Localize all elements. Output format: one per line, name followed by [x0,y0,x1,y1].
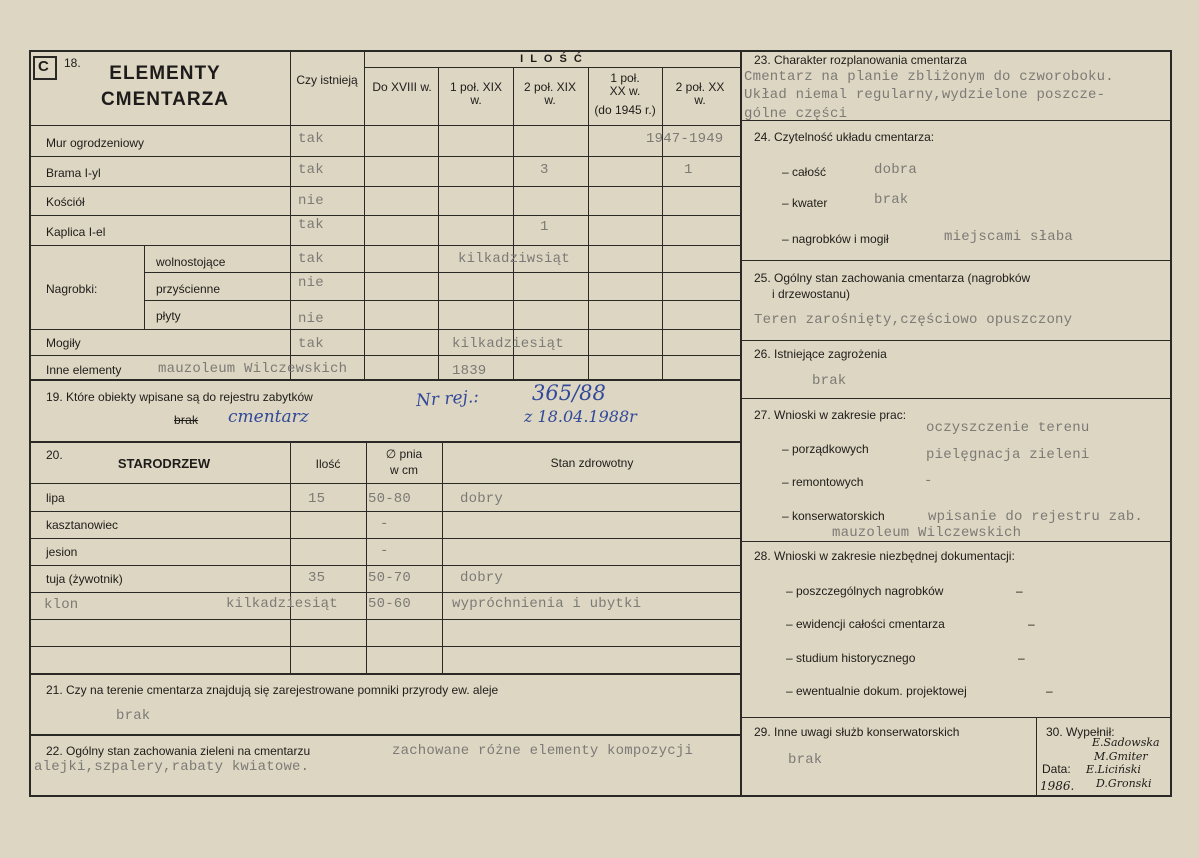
sec24-label: 24. Czytelność układu cmentarza: [754,130,935,144]
sec20-col-stan: Stan zdrowotny [550,456,634,470]
sec19-bottom [31,441,740,443]
sec20-title: STARODRZEW [117,456,211,471]
sec22-value-1: zachowane różne elementy kompozycji [392,743,694,759]
sec24-nagrob-value: miejscami słaba [944,229,1074,245]
frame-left-right [740,50,742,796]
tree-name: klon [44,597,79,613]
frame-right-bottom [740,795,1172,797]
sec19-hand-reg: Nr rej.: [415,386,480,412]
sec28-item: – studium historycznego [786,651,916,665]
sec27-konserw: – konserwatorskich [782,509,885,523]
brama-exists: tak [298,162,324,178]
kaplica-2pol-xix: 1 [540,219,549,235]
row-plyty: płyty [156,309,181,323]
grid-h [31,619,740,620]
sec23-line-2: Układ niemal regularny,wydzielone poszcze- [744,87,1106,103]
mogily-qty: kilkadziesiąt [452,336,564,352]
col-xviii-header: Do XVIII w. [372,80,432,94]
grid-v [438,68,439,380]
grid-h [144,300,740,301]
tree-name: kasztanowiec [46,518,119,532]
sec28-bottom [742,717,1171,718]
row-mur: Mur ogrodzeniowy [46,136,145,150]
mogily-exists: tak [298,336,324,352]
sec28-item: – poszczególnych nagrobków [786,584,944,598]
sec19-hand-date: z 18.04.1988r [524,407,637,426]
grid-h [144,272,740,273]
section-18-title-1: ELEMENTY [109,63,221,84]
sec30-signature-3: E.Liciński [1086,763,1141,776]
sec28-dash: – [1018,651,1025,665]
sec24-bottom [742,260,1171,261]
row-przyscienne: przyścienne [156,282,221,296]
sec27-konserw-value-1: wpisanie do rejestru zab. [928,509,1144,525]
tree-diam: 50-70 [368,570,412,586]
sec27-porz-value: oczyszczenie terenu [926,420,1090,436]
sec26-label: 26. Istniejące zagrożenia [754,347,887,361]
tree-diam: 50-60 [368,596,412,612]
sec25-label-1: 25. Ogólny stan zachowania cmentarza (nagrobków [754,271,1031,285]
sec26-bottom [742,398,1171,399]
col-1pol-xix-header: 1 poł. XIX w. [449,80,503,108]
section-18-number: 18. [64,56,81,70]
col-exists-header: Czy istnieją [296,73,358,87]
tree-qty: 35 [308,570,326,586]
sec25-value: Teren zarośnięty,częściowo opuszczony [754,312,1073,328]
section-letter: C [38,58,49,75]
sec27-label: 27. Wnioski w zakresie prac: [754,408,907,422]
sec24-nagrob: – nagrobków i mogił [782,232,889,246]
sec22-label: 22. Ogólny stan zachowania zieleni na cmentarzu [46,744,311,758]
row-brama: Brama I-yl [46,166,101,180]
sec30-signature-2: M.Gmiter [1094,750,1148,763]
row-kaplica: Kaplica I-el [46,225,106,239]
grid-h [31,215,740,216]
sec28-dash: – [1028,617,1035,631]
tree-diam: - [380,516,389,532]
grid-v [513,68,514,380]
tree-name: lipa [46,491,65,505]
frame-left-top [29,50,740,52]
tree-name: jesion [46,545,78,559]
col-2pol-xix-header: 2 poł. XIX w. [523,80,577,108]
sec29-divider [1036,718,1037,796]
brama-2pol-xx: 1 [684,162,693,178]
sec30-signature-1: E.Sadowska [1092,736,1160,749]
przysc-exists: nie [298,275,324,291]
tree-state: wypróchnienia i ubytki [452,596,642,612]
sec28-item: – ewidencji całości cmentarza [786,617,945,631]
sec25-bottom [742,340,1171,341]
col-1pol-xx-header: 1 poł. XX w. [609,71,641,99]
sec20-bottom [31,673,740,675]
grid-h [31,186,740,187]
sec28-label: 28. Wnioski w zakresie niezbędnej dokumentacji: [754,549,1015,563]
frame-right-right [1170,50,1172,796]
grid-h [31,483,740,484]
sec30-label-data: Data: [1042,762,1071,776]
sec24-calosc: – całość [782,165,827,179]
sec27-porz-value-2: pielęgnacja zieleni [926,447,1090,463]
sec28-dash: – [1016,584,1023,598]
grid-v [290,52,291,380]
sec19-hand-item: cmentarz [228,407,309,427]
plyty-exists: nie [298,311,324,327]
row-inne: Inne elementy [46,363,122,377]
tree-diam: 50-80 [368,491,412,507]
mur-dates: 1947-1949 [646,131,724,147]
sec18-bottom [31,379,740,381]
grid-v [290,443,291,674]
sec23-line-3: gólne części [744,106,848,122]
frame-right-top [740,50,1172,52]
section-18-title-2: CMENTARZA [101,89,229,110]
sec19-label: 19. Które obiekty wpisane są do rejestru zabytków [46,390,313,404]
sec29-label: 29. Inne uwagi służb konserwatorskich [754,725,960,739]
grid-h [31,646,740,647]
col-2pol-xx-header: 2 poł. XX w. [675,80,725,108]
row-mogily: Mogiły [46,336,81,350]
grid-h [31,125,740,126]
mur-exists: tak [298,131,324,147]
frame-left-left [29,50,31,796]
sec27-remont-value: - [924,473,933,489]
grid-h [31,245,740,246]
sec27-porz: – porządkowych [782,442,869,456]
kaplica-exists: tak [298,217,324,233]
sec30-year: 1986. [1040,779,1075,793]
sec24-kwater-value: brak [874,192,909,208]
sec23-label: 23. Charakter rozplanowania cmentarza [754,53,967,67]
grid-v [366,443,367,674]
tree-state: dobry [460,491,504,507]
sec21-label: 21. Czy na terenie cmentarza znajdują się zarejestrowane pomniki przyrody ew. aleje [46,683,499,697]
wolno-qty: kilkadziwsiąt [458,251,570,267]
sec28-dash: – [1046,684,1053,698]
sec22-value-2: alejki,szpalery,rabaty kwiatowe. [34,759,310,775]
sec19-hand-reg-num: 365/88 [532,381,606,405]
sec20-number: 20. [46,448,63,462]
row-nagrobki: Nagrobki: [46,282,98,296]
grid-h [31,538,740,539]
grid-h [364,67,740,68]
grid-h [31,592,740,593]
frame-left-bottom [29,795,742,797]
sec24-kwater: – kwater [782,196,828,210]
grid-v [442,443,443,674]
col-1pol-xx-sub: (do 1945 r.) [594,103,656,117]
brama-2pol-xix: 3 [540,162,549,178]
ilosc-header: I L O Ś Ć [520,53,584,65]
sec30-label-wypelnil: 30. Wypełnił: [1046,725,1115,739]
sec21-bottom [31,734,740,736]
sec25-label-2: i drzewostanu) [772,287,851,301]
sec24-calosc-value: dobra [874,162,918,178]
grid-h [31,565,740,566]
sec27-remont: – remontowych [782,475,864,489]
inne-year: 1839 [452,363,487,379]
grid-v [364,52,365,380]
inne-value: mauzoleum Wilczewskich [158,361,348,377]
grid-v-nagrobki [144,245,145,329]
sec19-struck: brak [174,413,199,427]
row-kosciol: Kościół [46,195,85,209]
sec20-col-ilosc: Ilość [315,457,341,471]
grid-h [31,511,740,512]
wolno-exists: tak [298,251,324,267]
sec26-value: brak [812,373,847,389]
tree-state: dobry [460,570,504,586]
tree-diam: - [380,543,389,559]
grid-h [31,156,740,157]
sec20-col-pnia-unit: w cm [390,463,418,477]
grid-h [31,329,740,330]
sec23-line-1: Cmentarz na planie zbliżonym do czworoboku. [744,69,1114,85]
kosciol-exists: nie [298,193,324,209]
tree-name: tuja (żywotnik) [46,572,123,586]
grid-v [662,68,663,380]
sec28-item: – ewentualnie dokum. projektowej [786,684,967,698]
sec30-signature-4: D.Gronski [1096,777,1152,790]
tree-qty: kilkadziesiąt [226,596,338,612]
sec20-col-pnia: ∅ pnia [385,447,423,461]
grid-h [31,355,740,356]
sec29-value: brak [788,752,823,768]
sec27-konserw-value-2: mauzoleum Wilczewskich [832,525,1022,541]
row-wolnostojace: wolnostojące [156,255,226,269]
sec21-value: brak [116,708,151,724]
tree-qty: 15 [308,491,326,507]
